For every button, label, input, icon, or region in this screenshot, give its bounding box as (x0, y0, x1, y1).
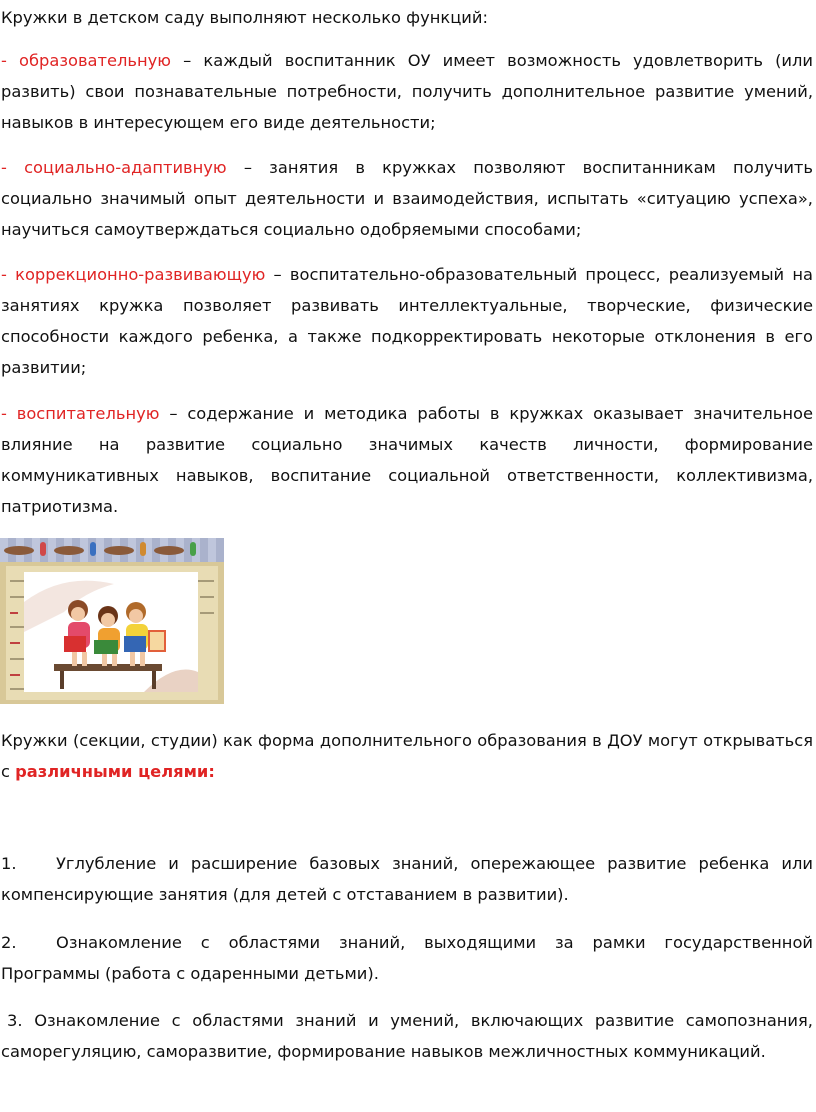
goals-intro-text: Кружки (секции, студии) как форма дополнительного образования в ДОУ могут открываться с (1, 731, 813, 781)
function-correctional (1, 259, 813, 383)
goal-number: 1. (1, 854, 17, 873)
goal-number: 3. (7, 1011, 23, 1030)
goal-number: 2. (1, 933, 17, 952)
function-term: - воспитательную (1, 404, 160, 423)
children-reading-photo (24, 572, 198, 692)
function-educational (1, 45, 813, 138)
function-text: – содержание и методика работы в кружках оказывает значительное влияние на развитие социально значимых качеств личности, формирование коммуникативных навыков, воспитание социальной ответственности, коллективизма, патриотизма. (1, 404, 813, 516)
slide-decorative-border (0, 538, 224, 562)
goal-text: Ознакомление с областями знаний, выходящими за рамки государственной Программы (работа с одаренными детьми). (1, 933, 813, 983)
function-social-adaptive (1, 152, 813, 245)
intro-text: Кружки в детском саду выполняют несколько функций: (1, 8, 488, 27)
function-term: - образовательную (1, 51, 172, 70)
function-term: - социально-адаптивную (1, 158, 227, 177)
function-term: - коррекционно-развивающую (1, 265, 266, 284)
goals-intro-paragraph (1, 725, 813, 787)
goal-text: Ознакомление с областями знаний и умений, включающих развитие самопознания, саморегуляцию, саморазвитие, формирование навыков межличностных коммуникаций. (1, 1011, 813, 1061)
slide-thumbnail-image (0, 538, 224, 704)
goal-text: Углубление и расширение базовых знаний, опережающее развитие ребенка или компенсирующие занятия (для детей с отставанием в развитии). (1, 854, 813, 904)
goal-item-3 (1, 1005, 813, 1067)
goal-item-2 (1, 927, 813, 989)
function-upbringing (1, 398, 813, 522)
intro-paragraph (1, 2, 813, 33)
function-text: – занятия в кружках позволяют воспитанникам получить социально значимый опыт деятельности и взаимодействия, испытать «ситуацию успеха», научиться самоутверждаться социально одобряемыми способами; (1, 158, 813, 239)
function-text: – каждый воспитанник ОУ имеет возможность удовлетворить (или развить) свои познавательные потребности, получить дополнительное развитие умений, навыков в интересующем его виде деятельности; (1, 51, 814, 132)
goals-highlight: различными целями: (15, 762, 215, 781)
function-text: – воспитательно-образовательный процесс, реализуемый на занятиях кружка позволяет развивать интеллектуальные, творческие, физические способности каждого ребенка, а также подкорректировать некоторые отклонения в его развитии; (1, 265, 814, 377)
goal-item-1 (1, 848, 813, 910)
